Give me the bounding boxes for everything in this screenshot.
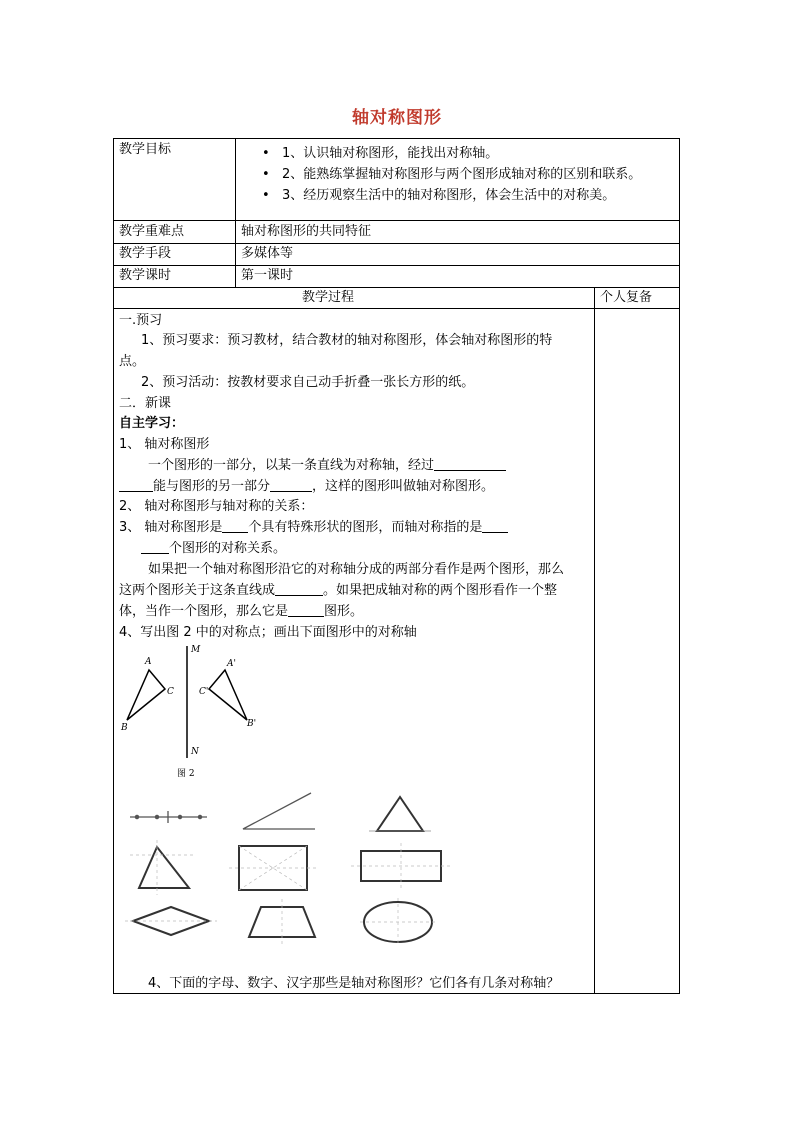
goals-label: 教学目标	[119, 142, 172, 157]
column-divider	[594, 287, 595, 994]
preview-activity: 2、预习活动：按教材要求自己动手折叠一张长方形的纸。	[141, 375, 475, 390]
isosceles-triangle-shape	[377, 797, 423, 831]
label-b: B	[121, 723, 128, 733]
means-value: 多媒体等	[241, 246, 294, 261]
goal-item: • 1、认识轴对称图形，能找出对称轴。	[262, 146, 499, 161]
goals-list	[262, 143, 641, 206]
row-divider	[113, 243, 680, 244]
prep-header: 个人复备	[600, 290, 653, 305]
para-line2: 这两个图形关于这条直线成 。如果把成轴对称的两个图形看作一个整	[119, 583, 558, 598]
item1-line2: 能与图形的另一部分 ，这样的图形叫做轴对称图形。	[119, 476, 494, 497]
label-a: A	[145, 657, 152, 667]
label-m: M	[191, 645, 201, 655]
label-n: N	[191, 747, 199, 757]
last-question: 4、下面的字母、数字、汉字那些是轴对称图形？它们各有几条对称轴？	[148, 976, 560, 991]
figure-2-reflection	[115, 642, 265, 782]
label-a-prime: A'	[227, 659, 236, 669]
preview-req-cont: 点。	[119, 354, 146, 369]
item1-line1: 一个图形的一部分，以某一条直线为对称轴，经过	[148, 455, 506, 476]
equilateral-triangle-shape	[139, 847, 189, 888]
item4: 4、写出图 2 中的对称点；画出下面图形中的对称轴	[119, 625, 417, 640]
label-b-prime: B'	[247, 719, 257, 729]
self-study-heading: 自主学习：	[119, 416, 185, 431]
label-c: C	[167, 687, 174, 697]
triangle-abc-prime	[209, 670, 247, 720]
para-line1: 如果把一个轴对称图形沿它的对称轴分成的两部分看作是两个图形，那么	[148, 562, 565, 577]
label-c-prime: C'	[199, 687, 209, 697]
goal-item: • 3、经历观察生活中的轴对称图形，体会生活中的对称美。	[262, 188, 616, 203]
column-divider	[235, 138, 236, 287]
item3: 3、 轴对称图形是 个具有特殊形状的图形，而轴对称指的是	[119, 517, 508, 538]
item1-title: 1、 轴对称图形	[119, 437, 210, 452]
new-lesson-title: 二．新课	[119, 396, 172, 411]
para-line3: 体，当作一个图形，那么它是 图形。	[119, 604, 364, 619]
angle-shape	[243, 793, 315, 829]
figure-caption: 图 2	[177, 769, 195, 779]
page-title: 轴对称图形	[352, 108, 442, 128]
preview-title: 一.预习	[119, 313, 163, 328]
symmetry-shapes-grid	[125, 785, 455, 960]
key-value: 轴对称图形的共同特征	[241, 224, 372, 239]
goal-item: • 2、能熟练掌握轴对称图形与两个图形成轴对称的区别和联系。	[262, 167, 642, 182]
process-header: 教学过程	[302, 290, 355, 305]
row-divider	[113, 220, 680, 221]
row-divider	[113, 265, 680, 266]
key-label: 教学重难点	[119, 224, 185, 239]
hours-label: 教学课时	[119, 268, 172, 283]
hours-value: 第一课时	[241, 268, 294, 283]
item3-cont: 个图形的对称关系。	[141, 538, 286, 559]
preview-req: 1、预习要求：预习教材，结合教材的轴对称图形，体会轴对称图形的特	[141, 333, 553, 348]
triangle-abc	[127, 670, 165, 720]
item2: 2、 轴对称图形与轴对称的关系：	[119, 499, 314, 514]
means-label: 教学手段	[119, 246, 172, 261]
